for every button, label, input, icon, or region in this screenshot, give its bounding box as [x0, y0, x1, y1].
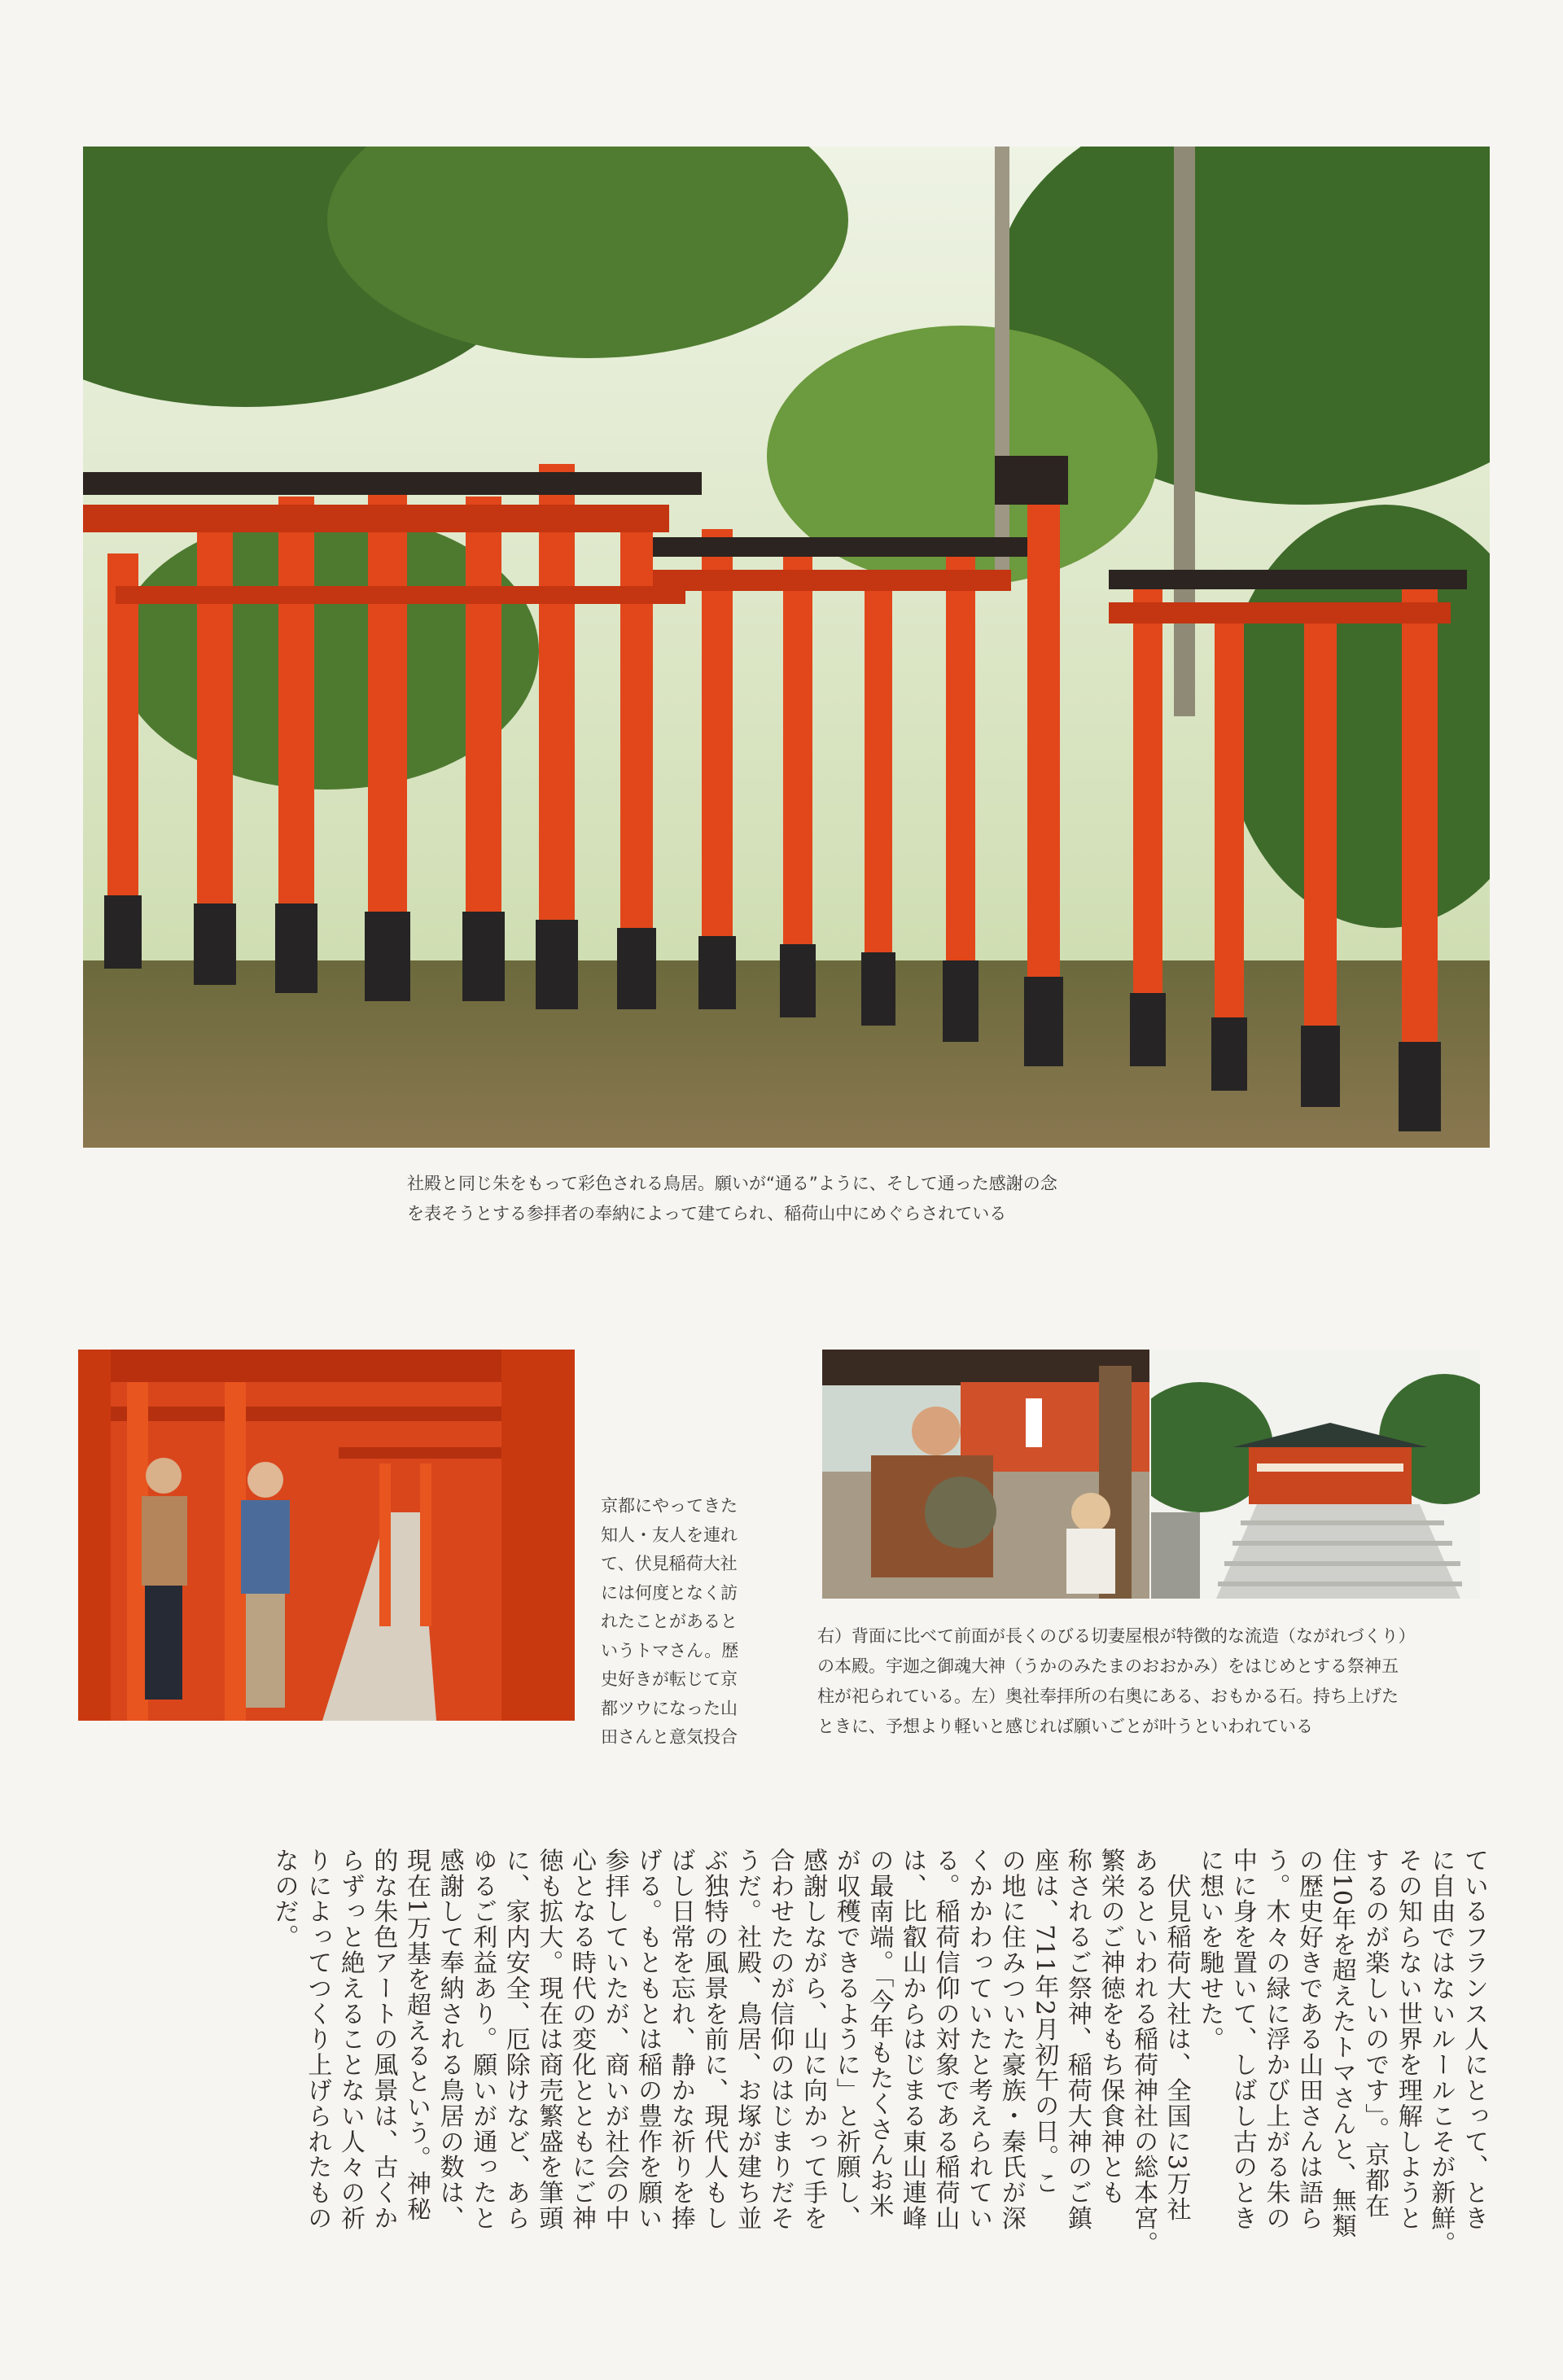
body-column: なのだ。	[269, 1848, 299, 1950]
caption-line: て、伏見稲荷大社	[601, 1554, 738, 1573]
body-column: 合わせたのが信仰のはじまりだそ	[765, 1848, 795, 2231]
body-column: の地に住みついた豪族・秦氏が深	[996, 1848, 1026, 2231]
duo-photo	[78, 1350, 575, 1721]
caption-line: 田さんと意気投合	[601, 1727, 738, 1747]
body-column: 感謝しながら、山に向かって手を	[799, 1848, 828, 2231]
caption-line: 柱が祀られている。左）奥社奉拝所の右奥にある、おもかる石。持ち上げた	[817, 1687, 1399, 1706]
body-column: る。稲荷信仰の対象である稲荷山	[930, 1848, 960, 2231]
caption-line: 社殿と同じ朱をもって彩色される鳥居。願いが“通る”ように、そして通った感謝の念	[407, 1174, 1057, 1193]
body-column: の歴史好きである山田さんは語ら	[1294, 1848, 1324, 2231]
caption-line: の本殿。宇迦之御魂大神（うかのみたまのおおかみ）をはじめとする祭神五	[817, 1656, 1399, 1676]
caption-line: れたことがあると	[601, 1612, 738, 1631]
body-column: ているフランス人にとって、とき	[1460, 1848, 1488, 2231]
body-column: するのが楽しいのです」。京都在	[1360, 1848, 1390, 2219]
body-column: りによってつくり上げられたもの	[303, 1848, 332, 2231]
caption-line: ときに、予想より軽いと感じれば願いごとが叶うといわれている	[817, 1717, 1313, 1736]
caption-line: 京都にやってきた	[601, 1496, 738, 1516]
body-column: 現在1万基を超えるという。神秘	[402, 1848, 431, 2223]
caption-line: 都ツウになった山	[601, 1698, 738, 1718]
body-column: うだ。社殿、鳥居、お塚が建ち並	[732, 1848, 761, 2231]
caption-line: 知人・友人を連れ	[601, 1525, 738, 1545]
two-men-torii-tunnel-photo	[78, 1350, 575, 1721]
body-column: に想いを馳せた。	[1195, 1848, 1224, 2053]
caption-line: には何度となく訪	[601, 1582, 738, 1603]
caption-line: 右）背面に比べて前面が長くのびる切妻屋根が特徴的な流造（ながれづくり）	[817, 1626, 1416, 1646]
stone-photo	[822, 1350, 1149, 1599]
body-column: ぶ独特の風景を前に、現代人もし	[699, 1848, 729, 2231]
body-column: 心となる時代の変化とともにご神	[567, 1848, 596, 2231]
body-column: に、家内安全、厄除けなど、あら	[501, 1848, 530, 2231]
body-column: あるといわれる稲荷神社の総本宮。	[1129, 1848, 1158, 2257]
article-body	[73, 1848, 1490, 2320]
body-column: 座は、711年2月初午の日。こ	[1030, 1848, 1059, 2196]
caption-line: いうトマさん。歴	[601, 1640, 739, 1660]
body-column: 感謝して奉納される鳥居の数は、	[435, 1848, 464, 2231]
body-column: 伏見稲荷大社は、全国に3万社	[1162, 1848, 1191, 2223]
body-column: ゆるご利益あり。願いが通ったと	[468, 1848, 497, 2231]
body-column: 中に身を置いて、しばし古のとき	[1228, 1848, 1257, 2231]
body-column: 称されるご祭神、稲荷大神のご鎮	[1062, 1848, 1092, 2231]
body-column: 徳も拡大。現在は商売繁盛を筆頭	[534, 1848, 563, 2231]
caption-line: を表そうとする参拝者の奉納によって建てられ、稲荷山中にめぐらされている	[407, 1204, 1007, 1223]
body-column: 住10年を超えたトマさんと、無類	[1327, 1848, 1356, 2239]
torii-gates-forest-photo	[83, 147, 1490, 1148]
body-column: 参拝していたが、商いが社会の中	[600, 1848, 629, 2231]
body-column: げる。もともとは稲の豊作を願い	[633, 1848, 663, 2231]
body-column: が収穫できるように」と祈願し、	[831, 1848, 860, 2231]
duo-caption	[601, 1492, 759, 1752]
body-column: くかかわっていたと考えられてい	[964, 1848, 993, 2231]
man-lifting-omokaru-stone-photo	[822, 1350, 1149, 1599]
hero-photo	[83, 147, 1490, 1148]
body-column: は、比叡山からはじまる東山連峰	[897, 1848, 926, 2231]
hero-caption	[407, 1169, 1189, 1229]
pair-caption	[817, 1621, 1485, 1742]
body-column: 的な朱色アートの風景は、古くか	[369, 1848, 398, 2231]
shrine-main-hall-photo	[1151, 1350, 1480, 1599]
body-column: う。木々の緑に浮かび上がる朱の	[1261, 1848, 1290, 2231]
body-column: その知らない世界を理解しようと	[1393, 1848, 1422, 2231]
body-column: 繁栄のご神徳をもち保食神とも	[1096, 1848, 1125, 2206]
body-column: ばし日常を忘れ、静かな祈りを捧	[666, 1848, 695, 2231]
caption-line: 史好きが転じて京	[601, 1669, 738, 1689]
body-column: に自由ではないルールこそが新鮮。	[1426, 1848, 1456, 2257]
body-column: らずっと絶えることない人々の祈	[335, 1848, 365, 2231]
honden-photo	[1151, 1350, 1480, 1599]
body-column: の最南端。「今年もたくさんお米	[865, 1848, 894, 2219]
